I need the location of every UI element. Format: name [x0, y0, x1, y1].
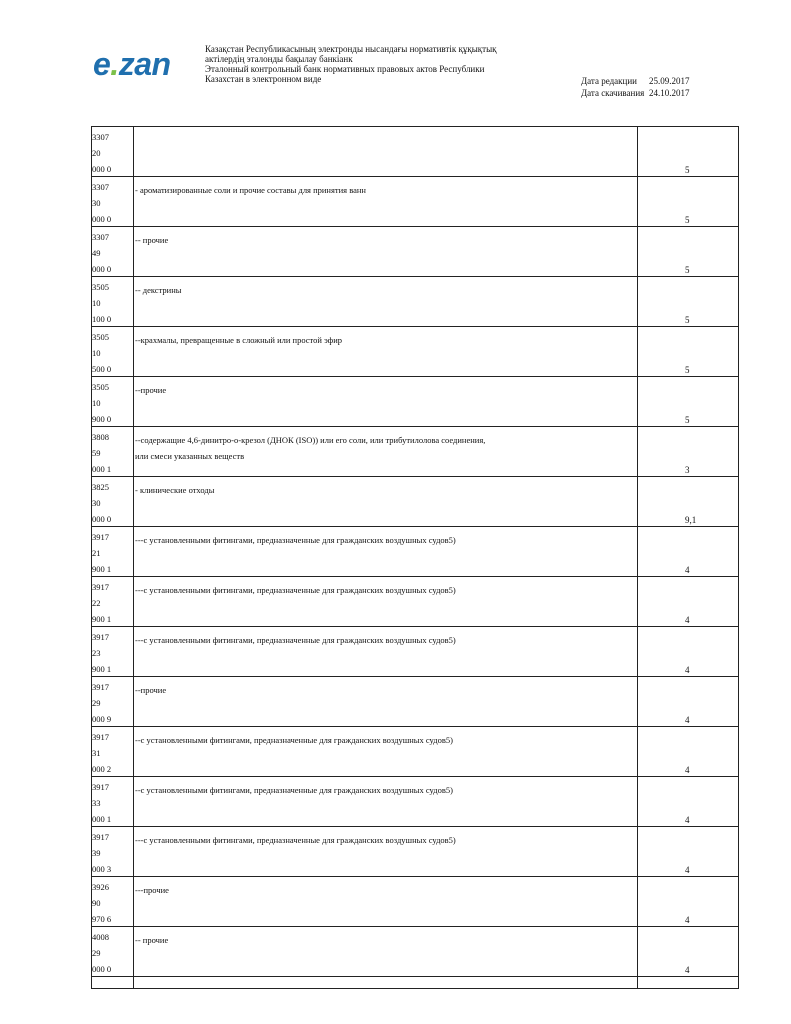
tariff-code-part: 000 2 [92, 764, 112, 774]
rate-value: 4 [685, 865, 690, 875]
rate-cell [638, 527, 739, 577]
tariff-code-part: 3917 [92, 532, 109, 542]
tariff-code-part: 000 1 [92, 464, 112, 474]
table-row [92, 877, 739, 927]
header-line: Казахстан в электронном виде [205, 74, 322, 84]
table-row [92, 327, 739, 377]
rate-value: 4 [685, 615, 690, 625]
tariff-code-part: 3825 [92, 482, 109, 492]
table-row [92, 577, 739, 627]
tariff-code-part: 3917 [92, 732, 109, 742]
rate-value: 5 [685, 415, 690, 425]
rate-cell [638, 827, 739, 877]
rate-value: 4 [685, 965, 690, 975]
rate-value: 9,1 [685, 515, 697, 525]
description-text: -- прочие [135, 935, 169, 945]
rate-value: 4 [685, 915, 690, 925]
rate-cell [638, 477, 739, 527]
tariff-code-part: 22 [92, 598, 101, 608]
table-row [92, 527, 739, 577]
tariff-code-part: 10 [92, 348, 101, 358]
description-cell [134, 627, 638, 677]
tariff-code-part: 10 [92, 398, 101, 408]
rate-value: 4 [685, 815, 690, 825]
tariff-code-cell [92, 927, 134, 977]
tariff-code-part: 3307 [92, 182, 109, 192]
description-text: --с установленными фитингами, предназначенные для гражданских воздушных судов5) [135, 735, 453, 745]
tariff-code-part: 000 1 [92, 814, 112, 824]
table-row [92, 127, 739, 177]
edition-date-label: Дата редакции [581, 76, 637, 86]
tariff-code-part: 970 6 [92, 914, 112, 924]
description-text: --прочие [135, 685, 167, 695]
empty-cell [134, 977, 638, 989]
description-text: - клинические отходы [135, 485, 215, 495]
table-row [92, 177, 739, 227]
description-text: или смеси указанных веществ [135, 451, 245, 461]
tariff-code-part: 500 0 [92, 364, 112, 374]
tariff-code-part: 900 0 [92, 414, 112, 424]
tariff-code-part: 000 9 [92, 714, 112, 724]
table-row [92, 227, 739, 277]
description-cell [134, 677, 638, 727]
tariff-code-part: 3505 [92, 332, 109, 342]
document-header [205, 44, 565, 84]
rate-value: 3 [685, 465, 690, 475]
tariff-code-part: 30 [92, 198, 101, 208]
tariff-code-cell [92, 777, 134, 827]
download-date: 24.10.2017 [649, 88, 690, 98]
tariff-code-part: 900 1 [92, 614, 112, 624]
description-cell [134, 727, 638, 777]
description-cell [134, 327, 638, 377]
description-text: -- декстрины [135, 285, 182, 295]
description-cell [134, 177, 638, 227]
tariff-code-part: 000 0 [92, 214, 112, 224]
tariff-code-part: 000 0 [92, 964, 112, 974]
tariff-code-cell [92, 277, 134, 327]
rate-cell [638, 127, 739, 177]
document-dates [581, 75, 690, 99]
description-cell [134, 527, 638, 577]
tariff-code-cell [92, 727, 134, 777]
tariff-code-part: 59 [92, 448, 101, 458]
tariff-code-cell [92, 827, 134, 877]
description-cell [134, 227, 638, 277]
tariff-code-part: 49 [92, 248, 101, 258]
empty-cell [92, 977, 134, 989]
tariff-code-part: 000 0 [92, 514, 112, 524]
rate-value: 4 [685, 715, 690, 725]
tariff-code-part: 21 [92, 548, 101, 558]
tariff-code-cell [92, 877, 134, 927]
table-row [92, 627, 739, 677]
description-cell [134, 927, 638, 977]
rate-cell [638, 327, 739, 377]
description-cell [134, 477, 638, 527]
description-text: --содержащие 4,6-динитро-о-крезол (ДНОК (ISO)) или его соли, или трибутилолова соединения, [135, 435, 486, 445]
rate-cell [638, 427, 739, 477]
description-text: ---прочие [135, 885, 169, 895]
rate-value: 5 [685, 165, 690, 175]
rate-value: 4 [685, 565, 690, 575]
tariff-code-part: 3505 [92, 282, 109, 292]
tariff-code-part: 29 [92, 698, 101, 708]
tariff-table [91, 126, 739, 989]
tariff-code-part: 23 [92, 648, 101, 658]
description-text: --крахмалы, превращенные в сложный или простой эфир [135, 335, 342, 345]
tariff-code-part: 3505 [92, 382, 109, 392]
empty-cell [638, 977, 739, 989]
header-line: актілердің эталонды бақылау банкіанк [205, 54, 353, 64]
tariff-code-part: 000 3 [92, 864, 112, 874]
tariff-code-part: 100 0 [92, 314, 112, 324]
tariff-code-part: 90 [92, 898, 101, 908]
table-row [92, 727, 739, 777]
tariff-code-part: 20 [92, 148, 101, 158]
ezan-logo: e.zan [93, 46, 171, 82]
description-text: -- прочие [135, 235, 169, 245]
tariff-code-cell [92, 327, 134, 377]
rate-cell [638, 177, 739, 227]
rate-cell [638, 877, 739, 927]
rate-cell [638, 377, 739, 427]
tariff-code-part: 33 [92, 798, 101, 808]
rate-cell [638, 777, 739, 827]
table-row [92, 827, 739, 877]
header-line: Эталонный контрольный банк нормативных правовых актов Республики [205, 64, 485, 74]
edition-date: 25.09.2017 [649, 76, 690, 86]
rate-cell [638, 927, 739, 977]
table-row-empty [92, 977, 739, 989]
description-cell [134, 427, 638, 477]
description-text: ---с установленными фитингами, предназначенные для гражданских воздушных судов5) [135, 635, 456, 645]
table-row [92, 477, 739, 527]
description-text: --прочие [135, 385, 167, 395]
tariff-code-cell [92, 227, 134, 277]
tariff-code-part: 3808 [92, 432, 109, 442]
rate-value: 5 [685, 315, 690, 325]
description-cell [134, 127, 638, 177]
rate-cell [638, 277, 739, 327]
description-cell [134, 377, 638, 427]
description-cell [134, 827, 638, 877]
description-text: ---с установленными фитингами, предназначенные для гражданских воздушных судов5) [135, 585, 456, 595]
description-text: ---с установленными фитингами, предназначенные для гражданских воздушных судов5) [135, 535, 456, 545]
tariff-code-cell [92, 527, 134, 577]
description-cell [134, 877, 638, 927]
description-cell [134, 777, 638, 827]
tariff-code-part: 3917 [92, 582, 109, 592]
tariff-code-part: 4008 [92, 932, 109, 942]
description-cell [134, 577, 638, 627]
table-row [92, 377, 739, 427]
download-date-label: Дата скачивания [581, 88, 645, 98]
tariff-code-part: 3917 [92, 782, 109, 792]
table-row [92, 927, 739, 977]
tariff-code-cell [92, 577, 134, 627]
rate-value: 5 [685, 265, 690, 275]
rate-cell [638, 627, 739, 677]
tariff-code-cell [92, 427, 134, 477]
tariff-code-cell [92, 677, 134, 727]
tariff-code-cell [92, 627, 134, 677]
tariff-code-part: 39 [92, 848, 101, 858]
rate-value: 4 [685, 765, 690, 775]
table-row [92, 427, 739, 477]
tariff-code-part: 29 [92, 948, 101, 958]
table-row [92, 777, 739, 827]
table-row [92, 677, 739, 727]
rate-value: 5 [685, 365, 690, 375]
tariff-code-part: 900 1 [92, 664, 112, 674]
rate-value: 4 [685, 665, 690, 675]
tariff-code-part: 3307 [92, 232, 109, 242]
tariff-code-part: 900 1 [92, 564, 112, 574]
tariff-code-cell [92, 177, 134, 227]
table-row [92, 277, 739, 327]
tariff-code-cell [92, 377, 134, 427]
tariff-code-part: 3307 [92, 132, 109, 142]
header-line: Казақстан Республикасының электронды нысандағы нормативтік құқықтық [205, 44, 497, 54]
tariff-code-part: 000 0 [92, 264, 112, 274]
tariff-code-part: 3917 [92, 832, 109, 842]
rate-value: 5 [685, 215, 690, 225]
tariff-code-part: 3917 [92, 682, 109, 692]
description-text: --с установленными фитингами, предназначенные для гражданских воздушных судов5) [135, 785, 453, 795]
description-cell [134, 277, 638, 327]
tariff-code-part: 10 [92, 298, 101, 308]
tariff-code-cell [92, 477, 134, 527]
description-text: - ароматизированные соли и прочие составы для принятия ванн [135, 185, 366, 195]
tariff-code-part: 3917 [92, 632, 109, 642]
tariff-code-part: 000 0 [92, 164, 112, 174]
tariff-code-part: 31 [92, 748, 101, 758]
tariff-code-cell [92, 127, 134, 177]
rate-cell [638, 677, 739, 727]
tariff-code-part: 3926 [92, 882, 109, 892]
rate-cell [638, 727, 739, 777]
tariff-code-part: 30 [92, 498, 101, 508]
rate-cell [638, 227, 739, 277]
description-text: ---с установленными фитингами, предназначенные для гражданских воздушных судов5) [135, 835, 456, 845]
rate-cell [638, 577, 739, 627]
